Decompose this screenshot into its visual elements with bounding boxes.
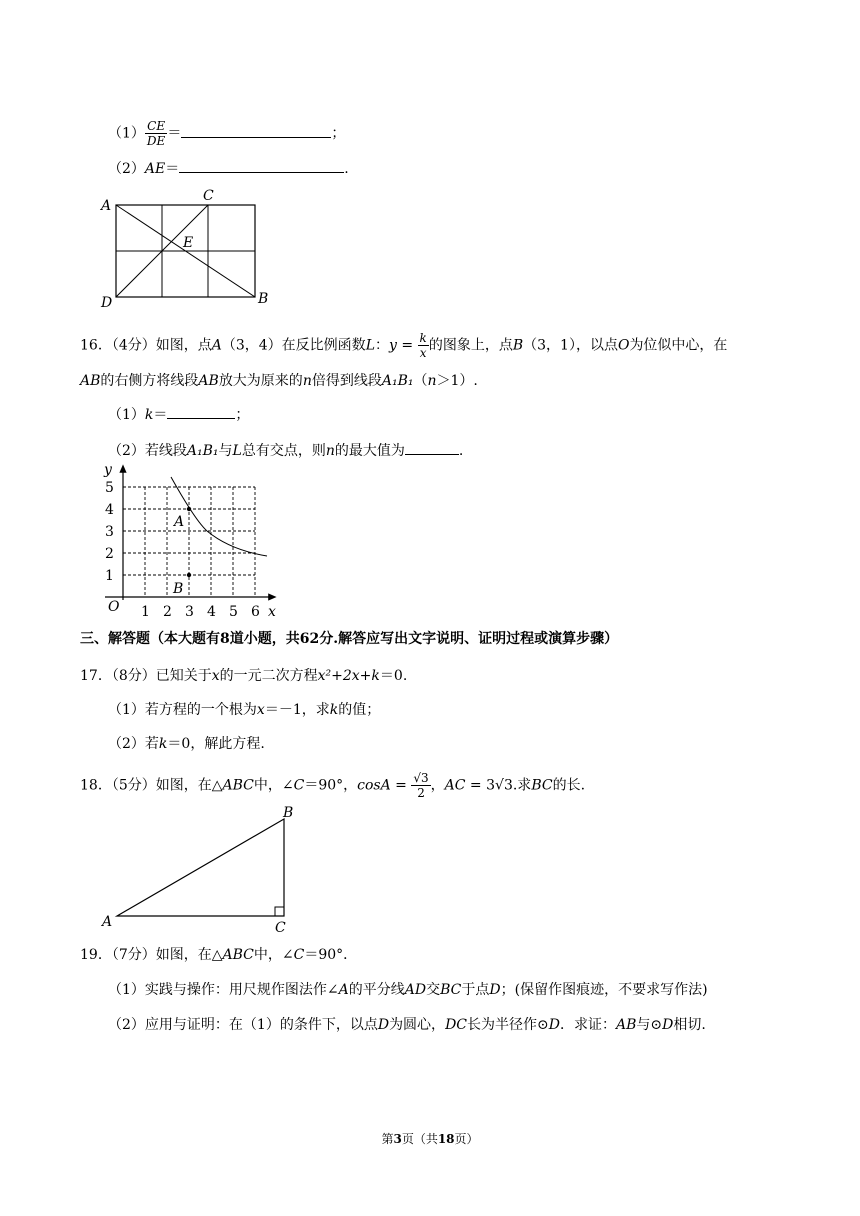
q17-var: x (256, 702, 265, 718)
q16-var: AB (198, 373, 219, 389)
q16-text: 与 (218, 443, 233, 459)
q16-text: 倍得到线段 (311, 373, 382, 389)
q16-var: L (365, 337, 375, 354)
q19-part1 (108, 979, 708, 999)
footer-text: 第 (381, 1132, 394, 1146)
q15-part1-eq: ＝ (167, 125, 182, 142)
q16-text: ＝ (153, 407, 168, 423)
q16-x-tick: 1 (141, 604, 150, 618)
q16-origin-label: O (108, 599, 120, 615)
q19-text: 中，∠ (253, 947, 294, 963)
q18-triangle-figure (100, 802, 300, 934)
q16-text: （1） (108, 407, 145, 423)
q18-line (80, 771, 585, 800)
q16-var: B (512, 337, 524, 354)
q16-text: 放大为原来的 (218, 373, 303, 389)
q16-x-tick: 4 (207, 604, 216, 618)
q16-y-tick: 4 (105, 502, 114, 518)
q19-text: （2）应用与证明：在（1）的条件下，以点 (108, 1017, 378, 1033)
q18-frac-den: 2 (417, 786, 425, 800)
q16-text: 的图象上，点 (428, 337, 513, 354)
q16-y-tick: 3 (105, 524, 114, 540)
footer-page-number: 3 (393, 1132, 402, 1146)
q15-part1-end: ； (331, 125, 346, 142)
q18-text: = (390, 777, 412, 794)
q15-frac-den: DE (146, 134, 166, 148)
q16-frac-num: k (419, 331, 427, 345)
q15-label-E: E (183, 235, 194, 251)
q16-hyperbola-curve (171, 477, 267, 556)
q18-text: 的长. (552, 777, 586, 794)
q16-var: A₁B₁ (186, 443, 219, 459)
q16-var: k (144, 407, 154, 423)
q15-label-C: C (203, 188, 214, 204)
q16-label-A: A (174, 514, 185, 530)
q19-text: ＝90°． (304, 947, 358, 963)
q15-part1-prefix: （1） (108, 125, 145, 142)
q16-var: A (211, 337, 222, 354)
q16-text: ； (235, 407, 250, 423)
q17-text: 的一元二次方程 (219, 668, 318, 684)
q19-var: DC (445, 1017, 467, 1033)
q15-part2-var: AE (144, 161, 166, 177)
q19-var: D (548, 1017, 560, 1033)
q19-var: D (489, 982, 501, 998)
q18-text: ＝90°， (304, 777, 358, 794)
q19-text: ．求证： (559, 1017, 616, 1033)
q19-var: BC (440, 982, 462, 998)
q17-var: x (211, 668, 220, 684)
q16-fraction (418, 331, 429, 360)
q18-var: AC (444, 777, 466, 794)
q16-var: A₁B₁ (381, 373, 414, 389)
q16-var: n (427, 373, 437, 389)
q19-var: A (338, 982, 349, 998)
q16-answer-blank-2[interactable] (405, 442, 459, 455)
q15-part1 (108, 119, 345, 148)
q19-text: （1）实践与操作：用尺规作图法作∠ (108, 982, 339, 998)
q15-label-B: B (258, 291, 269, 307)
q18-text: 中，∠ (253, 777, 294, 794)
q16-label-B: B (173, 581, 184, 597)
q17-line1 (80, 665, 407, 685)
q16-text: （3，4）在反比例函数 (221, 337, 366, 354)
q15-part2-end: . (344, 161, 349, 177)
q16-text: 为位似中心，在 (629, 337, 728, 354)
q16-text: ＞1）. (436, 373, 478, 389)
q16-line2 (80, 370, 478, 390)
q18-text: ， (430, 777, 445, 794)
q19-text: 的平分线 (348, 982, 405, 998)
q17-text: ＝－1，求 (264, 702, 330, 718)
q19-text: 交 (426, 982, 441, 998)
q16-x-tick: 5 (229, 604, 238, 618)
q16-var: O (617, 337, 630, 354)
q15-part2-prefix: （2） (108, 161, 145, 177)
q16-var: n (302, 373, 312, 389)
q18-var: C (293, 777, 305, 794)
q18-var: cosA (357, 777, 391, 794)
q16-y-label: y (104, 462, 112, 478)
q16-text: （ (413, 373, 428, 389)
q19-var: AD (404, 982, 427, 998)
q16-point-B (187, 573, 191, 577)
q16-y-tick: 5 (105, 480, 114, 496)
q19-text: 长为半径作⊙ (467, 1017, 549, 1033)
q18-text: = 3√3.求 (465, 777, 532, 794)
q16-text: . (458, 443, 464, 459)
q15-part2 (108, 158, 349, 178)
q17-text: 的值； (338, 702, 381, 718)
q17-text: 17．（8分）已知关于 (80, 668, 212, 684)
footer-text: 页（共 (401, 1132, 438, 1146)
q18-var: ABC (222, 777, 254, 794)
q16-part2 (108, 440, 463, 460)
q16-point-A (187, 507, 191, 511)
q16-text: = (396, 337, 418, 354)
q18-frac-num: √3 (413, 771, 429, 785)
q16-y-tick: 2 (105, 546, 114, 562)
q15-part2-eq: ＝ (165, 161, 180, 177)
q19-var: D (377, 1017, 390, 1033)
q16-x-tick: 6 (251, 604, 260, 618)
q19-text: 为圆心， (389, 1017, 446, 1033)
q16-text: 总有交点，则 (241, 443, 326, 459)
q19-text: 19．（7分）如图，在△ (80, 947, 223, 963)
q17-part1 (108, 699, 380, 719)
q16-frac-den: x (419, 346, 427, 360)
q15-answer-blank-2[interactable] (179, 160, 344, 173)
q16-text: 的右侧方将线段 (100, 373, 199, 389)
q16-text: （3，1），以点 (523, 337, 618, 354)
q15-answer-blank-1[interactable] (181, 125, 331, 138)
q19-text: 与⊙ (636, 1017, 663, 1033)
page-footer (0, 1130, 860, 1147)
q19-var: ABC (222, 947, 254, 963)
q15-label-A: A (101, 198, 112, 214)
q16-text: （2）若线段 (108, 443, 187, 459)
q16-text: 16．（4分）如图，点 (80, 337, 212, 354)
q19-text: ；(保留作图痕迹，不要求写作法) (500, 982, 708, 998)
q17-text: ＝0，解此方程. (167, 736, 265, 752)
q19-part2 (108, 1014, 706, 1034)
q16-line1 (80, 331, 727, 360)
q19-text: 相切. (673, 1017, 706, 1033)
q16-var: AB (80, 373, 101, 389)
q16-answer-blank-1[interactable] (167, 406, 235, 419)
q15-label-D: D (101, 295, 113, 309)
q16-dashed-grid (123, 487, 255, 597)
q16-x-label: x (268, 604, 276, 618)
q19-text: 于点 (461, 982, 490, 998)
q17-var: k (158, 736, 168, 752)
q16-x-tick: 2 (163, 604, 172, 618)
q16-coordinate-graph (95, 460, 285, 618)
q18-triangle (117, 819, 284, 916)
q17-text: ＝0. (379, 668, 408, 684)
q17-text: （1）若方程的一个根为 (108, 702, 257, 718)
q19-var: D (662, 1017, 674, 1033)
q18-label-B: B (283, 805, 294, 821)
q17-text: （2）若 (108, 736, 159, 752)
q18-label-C: C (275, 920, 286, 934)
q18-right-angle-mark (275, 907, 284, 916)
q16-part1 (108, 404, 249, 424)
q17-equation: x²+2x+k (317, 668, 380, 684)
q15-fraction (145, 119, 167, 148)
q15-grid-figure (98, 184, 278, 309)
q18-fraction (411, 771, 430, 800)
q15-frac-num: CE (145, 119, 167, 134)
section-heading: 三、解答题（本大题有8道小题，共62分.解答应写出文字说明、证明过程或演算步骤） (80, 631, 619, 647)
q19-var: C (293, 947, 305, 963)
footer-total-pages: 18 (437, 1132, 455, 1146)
q16-var: y (388, 337, 397, 354)
q16-text: 的最大值为 (334, 443, 405, 459)
q16-var: L (232, 443, 242, 459)
q16-text: ： (374, 337, 389, 354)
q17-var: k (329, 702, 339, 718)
q19-line (80, 944, 357, 964)
q16-x-tick: 3 (185, 604, 194, 618)
q18-label-A: A (102, 914, 113, 930)
q18-text: 18．（5分）如图，在△ (80, 777, 223, 794)
q18-var: BC (531, 777, 553, 794)
q16-y-tick: 1 (105, 568, 114, 584)
footer-text: 页） (454, 1132, 479, 1146)
q16-var: n (325, 443, 335, 459)
q17-part2 (108, 733, 265, 753)
q19-var: AB (615, 1017, 637, 1033)
